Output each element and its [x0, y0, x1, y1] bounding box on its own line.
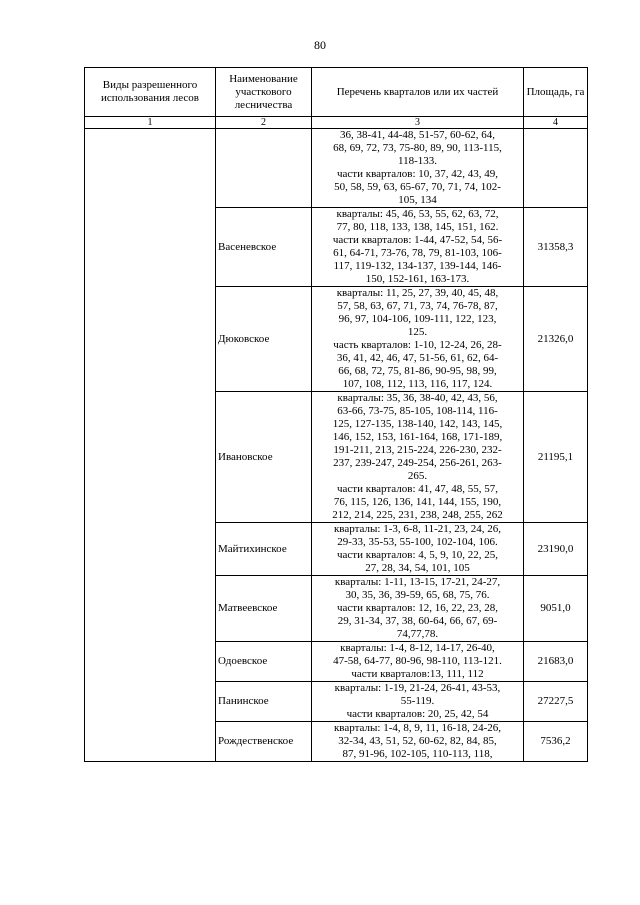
quarters-cell [312, 722, 524, 762]
header-usage-type: Виды разрешенного использования лесов [85, 68, 216, 117]
quarter-list-line: 74,77,78. [396, 628, 439, 640]
quarters-cell [312, 129, 524, 208]
quarter-list-line: 87, 91-96, 102-105, 110-113, 118, [342, 748, 493, 760]
quarter-list-line: 146, 152, 153, 161-164, 168, 171-189, [332, 431, 503, 443]
quarter-list-line: кварталы: 35, 36, 38-40, 42, 43, 56, [337, 392, 498, 404]
quarters-cell [312, 523, 524, 576]
column-number: 1 [85, 117, 216, 129]
quarter-list-line: 118-133. [397, 155, 437, 167]
quarter-list-line: кварталы: 1-4, 8, 9, 11, 16-18, 24-26, [333, 722, 502, 734]
area-cell: 7536,2 [524, 722, 588, 762]
quarter-list-line: части кварталов: 10, 37, 42, 43, 49, [336, 168, 499, 180]
quarter-list-line: 96, 97, 104-106, 109-111, 122, 123, [338, 313, 497, 325]
table-body [85, 129, 588, 762]
area-cell: 21683,0 [524, 642, 588, 682]
quarters-cell [312, 642, 524, 682]
quarter-list-line: 57, 58, 63, 67, 71, 73, 74, 76-78, 87, [337, 300, 498, 312]
quarter-list-line: 150, 152-161, 163-173. [365, 273, 470, 285]
quarter-list-line: 76, 115, 126, 136, 141, 144, 155, 190, [333, 496, 502, 508]
quarters-cell [312, 392, 524, 523]
forestry-name-cell: Панинское [216, 682, 312, 722]
quarter-list-line: часть кварталов: 1-10, 12-24, 26, 28- [333, 339, 502, 351]
quarter-list-line: 63-66, 73-75, 85-105, 108-114, 116- [337, 405, 498, 417]
quarter-list-line: кварталы: 1-11, 13-15, 17-21, 24-27, [334, 576, 501, 588]
quarter-list-line: 36, 41, 42, 46, 47, 51-56, 61, 62, 64- [336, 352, 499, 364]
quarter-list-line: части кварталов:13, 111, 112 [351, 668, 484, 680]
header-row [85, 68, 588, 117]
quarter-list-line: 125, 127-135, 138-140, 142, 143, 145, [332, 418, 503, 430]
forestry-name-cell: Ивановское [216, 392, 312, 523]
forest-quarters-table [84, 67, 588, 762]
quarter-list-line: 36, 38-41, 44-48, 51-57, 60-62, 64, [340, 129, 495, 141]
quarter-list-line: части кварталов: 12, 16, 22, 23, 28, [336, 602, 499, 614]
quarter-list-line: 191-211, 213, 215-224, 226-230, 232- [333, 444, 502, 456]
quarter-list-line: 29, 31-34, 37, 38, 60-64, 66, 67, 69- [337, 615, 498, 627]
area-cell [524, 129, 588, 208]
quarter-list-line: 66, 68, 72, 75, 81-86, 90-95, 98, 99, [338, 365, 497, 377]
quarters-cell [312, 208, 524, 287]
column-number: 2 [216, 117, 312, 129]
quarter-list-line: 125. [407, 326, 428, 338]
quarter-list-line: 30, 35, 36, 39-59, 65, 68, 75, 76. [345, 589, 490, 601]
forestry-name-cell: Матвеевское [216, 576, 312, 642]
quarter-list-line: 107, 108, 112, 113, 116, 117, 124. [342, 378, 493, 390]
quarter-list-line: кварталы: 1-19, 21-24, 26-41, 43-53, [334, 682, 501, 694]
forestry-name-cell: Васеневское [216, 208, 312, 287]
quarter-list-line: 50, 58, 59, 63, 65-67, 70, 71, 74, 102- [334, 181, 501, 193]
area-cell: 21195,1 [524, 392, 588, 523]
quarter-list-line: 77, 80, 118, 133, 138, 145, 151, 162. [336, 221, 499, 233]
quarter-list-line: 265. [407, 470, 428, 482]
area-cell: 31358,3 [524, 208, 588, 287]
quarter-list-line: части кварталов: 1-44, 47-52, 54, 56- [332, 234, 503, 246]
quarter-list-line: части кварталов: 41, 47, 48, 55, 57, [336, 483, 499, 495]
area-cell: 27227,5 [524, 682, 588, 722]
usage-type-cell [85, 129, 216, 762]
quarter-list-line: кварталы: 45, 46, 53, 55, 62, 63, 72, [336, 208, 499, 220]
column-number: 4 [524, 117, 588, 129]
quarter-list-line: 212, 214, 225, 231, 238, 248, 255, 262 [332, 509, 503, 521]
quarter-list-line: 61, 64-71, 73-76, 78, 79, 81-103, 106- [333, 247, 502, 259]
forestry-name-cell: Одоевское [216, 642, 312, 682]
quarter-list-line: части кварталов: 4, 5, 9, 10, 22, 25, [336, 549, 499, 561]
column-number: 3 [312, 117, 524, 129]
quarter-list-line: 68, 69, 72, 73, 75-80, 89, 90, 113-115, [333, 142, 502, 154]
table-row [85, 129, 588, 208]
quarter-list-line: 32-34, 43, 51, 52, 60-62, 82, 84, 85, [338, 735, 497, 747]
quarter-list-line: 105, 134 [398, 194, 437, 206]
area-cell: 9051,0 [524, 576, 588, 642]
quarter-list-line: 47-58, 64-77, 80-96, 98-110, 113-121. [333, 655, 502, 667]
column-number-row [85, 117, 588, 129]
quarter-list-line: кварталы: 11, 25, 27, 39, 40, 45, 48, [336, 287, 499, 299]
forestry-name-cell: Майтихинское [216, 523, 312, 576]
page-number: 80 [314, 38, 326, 52]
quarter-list-line: 29-33, 35-53, 55-100, 102-104, 106. [337, 536, 498, 548]
quarter-list-line: 55-119. [400, 695, 435, 707]
header-forestry-name: Наименование участкового лесничества [216, 68, 312, 117]
quarters-cell [312, 287, 524, 392]
quarter-list-line: 237, 239-247, 249-254, 256-261, 263- [333, 457, 502, 469]
quarter-list-line: 117, 119-132, 134-137, 139-144, 146- [333, 260, 502, 272]
header-quarters-list: Перечень кварталов или их частей [312, 68, 524, 117]
quarter-list-line: кварталы: 1-3, 6-8, 11-21, 23, 24, 26, [333, 523, 502, 535]
quarters-cell [312, 682, 524, 722]
quarter-list-line: кварталы: 1-4, 8-12, 14-17, 26-40, [340, 642, 495, 654]
area-cell: 23190,0 [524, 523, 588, 576]
quarter-list-line: 27, 28, 34, 54, 101, 105 [365, 562, 470, 574]
forestry-name-cell: Дюковское [216, 287, 312, 392]
area-cell: 21326,0 [524, 287, 588, 392]
quarter-list-line: части кварталов: 20, 25, 42, 54 [346, 708, 489, 720]
forestry-name-cell [216, 129, 312, 208]
quarters-cell [312, 576, 524, 642]
forestry-name-cell: Рождественское [216, 722, 312, 762]
header-area: Площадь, га [524, 68, 588, 117]
